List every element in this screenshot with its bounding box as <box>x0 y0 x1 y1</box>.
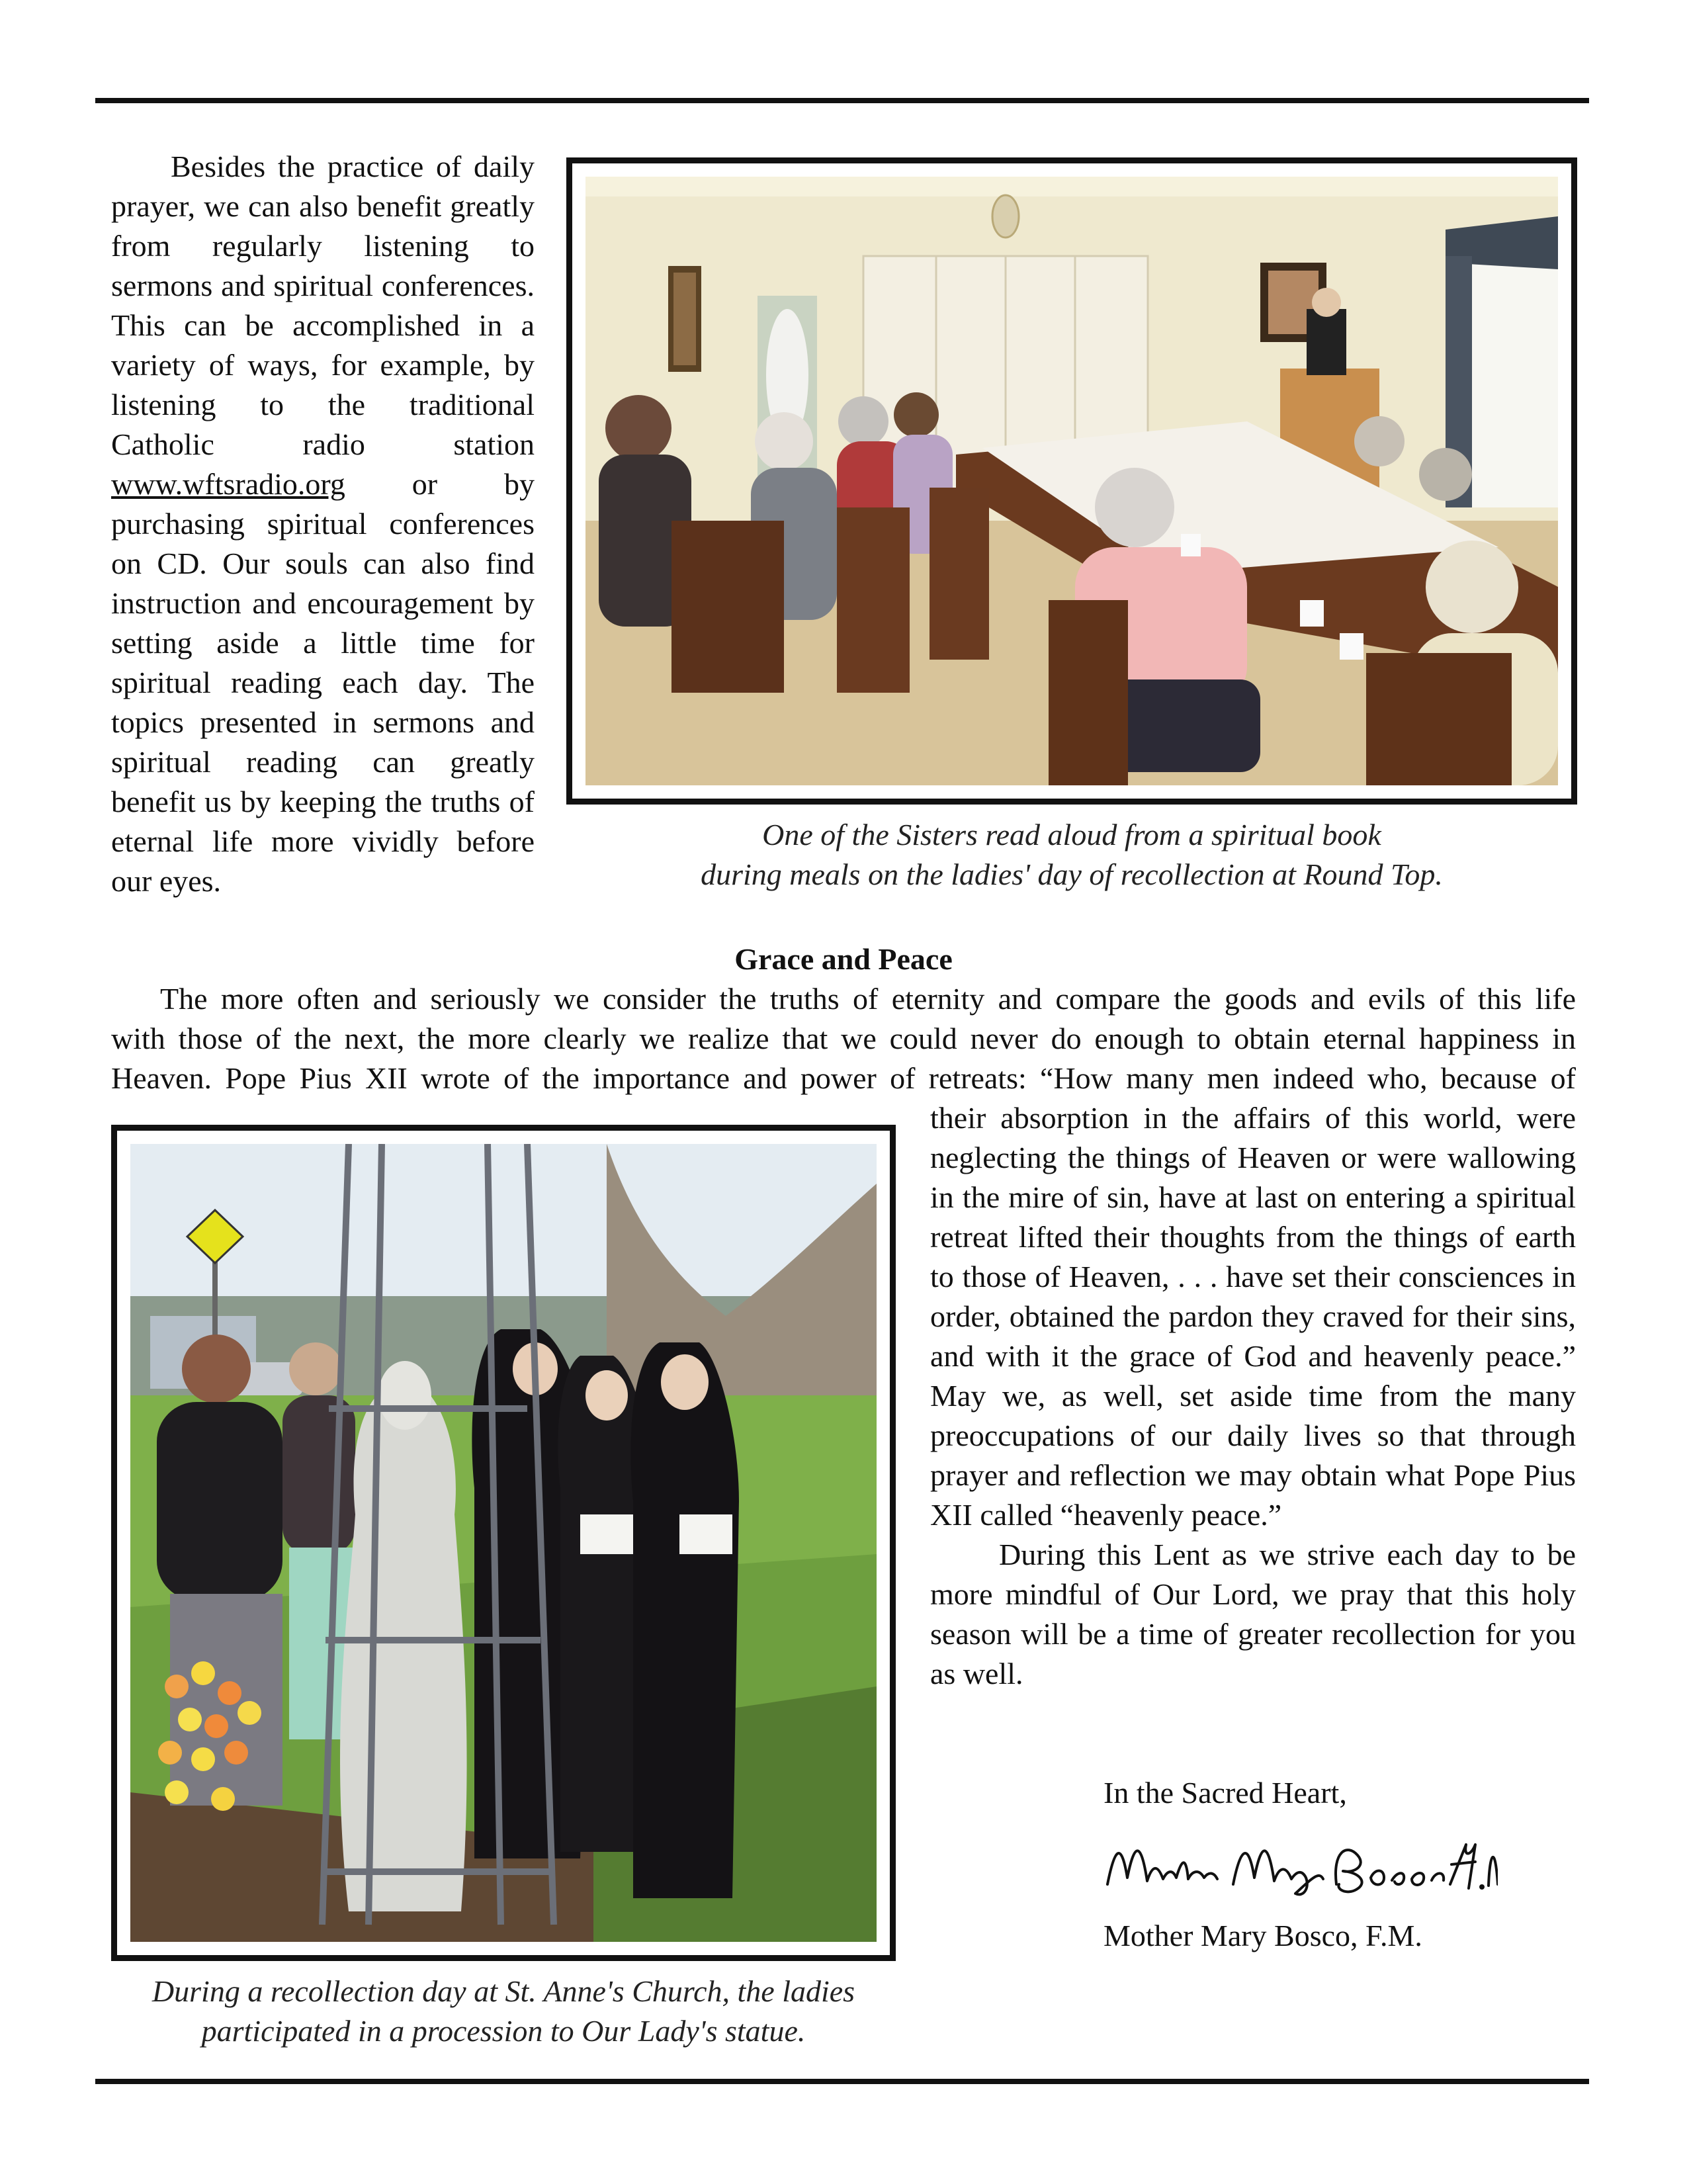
closing-salutation: In the Sacred Heart, <box>1103 1776 1347 1810</box>
wide-line: Heaven. Pope Pius XII wrote of the importance and power of retreats: “How many men indeed who, because of <box>111 1061 1576 1095</box>
procession-photo <box>130 1144 877 1942</box>
section-heading: Grace and Peace <box>734 942 953 976</box>
full-width-paragraph <box>111 979 1576 1098</box>
wide-line: with those of the next, the more clearly we realize that we could never do enough to obtain eternal happiness in <box>111 1022 1576 1055</box>
bottom-rule <box>95 2079 1589 2084</box>
lent-paragraph: During this Lent as we strive each day to be more mindful of Our Lord, we pray that this holy season will be a time of greater recollection for you as well. <box>930 1538 1576 1690</box>
intro-text-part1: Besides the practice of daily prayer, we can also benefit greatly from regularly listening to sermons and spiritual conferences. This can be accomplished in a variety of ways, for example, by listening to the traditional Catholic radio station <box>111 150 535 461</box>
wide-line: The more often and seriously we consider the truths of eternity and compare the goods and evils of this life <box>160 982 1576 1016</box>
intro-text-part2: or by purchasing spiritual conferences on CD. Our souls can also find instruction and encouragement by setting aside a little time for spiritual reading each day. The topics presented in sermons and spiritual reading can greatly benefit us by keeping the truths of eternal life more vividly before our eyes. <box>111 467 535 898</box>
dining-room-photo <box>585 177 1558 785</box>
dining-caption-line1: One of the Sisters read aloud from a spiritual book <box>762 818 1381 852</box>
procession-caption-line1: During a recollection day at St. Anne's Church, the ladies <box>151 1974 855 2008</box>
dining-photo-frame <box>566 157 1577 805</box>
procession-illustration <box>130 1144 877 1942</box>
procession-photo-frame <box>111 1125 896 1961</box>
dining-photo-caption <box>566 815 1577 895</box>
handwritten-signature <box>1101 1825 1498 1904</box>
intro-paragraph <box>111 147 535 901</box>
procession-photo-caption <box>95 1972 912 2051</box>
dining-room-illustration <box>585 177 1558 785</box>
procession-caption-line2: participated in a procession to Our Lady's statue. <box>201 2014 806 2048</box>
quote-paragraph: their absorption in the affairs of this world, were neglecting the things of Heaven or were wallowing in the mire of sin, have at last on entering a spiritual retreat lifted their thoughts from the things of earth to those of Heaven, . . . have set their consciences in order, obtained the pardon they craved for their sins, and with it the grace of God and heavenly peace.” May we, as well, set aside time from the many preoccupations of our daily lives so that through prayer and reflection we may obtain what Pope Pius XII called “heavenly peace.” <box>930 1101 1576 1532</box>
right-column <box>930 1098 1576 1694</box>
intro-column <box>111 147 535 901</box>
radio-station-link[interactable]: www.wftsradio.org <box>111 467 345 501</box>
top-rule <box>95 98 1589 103</box>
closing-name: Mother Mary Bosco, F.M. <box>1103 1919 1422 1952</box>
dining-caption-line2: during meals on the ladies' day of recollection at Round Top. <box>701 857 1443 891</box>
